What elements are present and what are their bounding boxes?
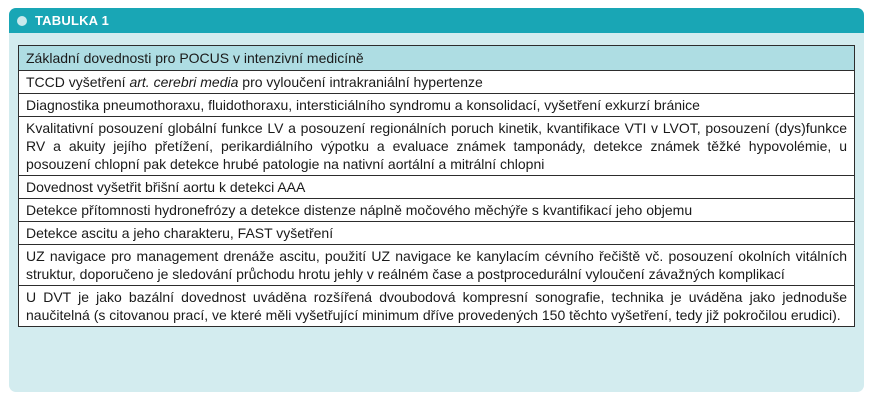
panel-title: TABULKA 1 xyxy=(35,13,110,28)
table-cell: Diagnostika pneumothoraxu, fluidothoraxu, intersticiálního syndromu a konsolidací, vyšetření exkurzí bránice xyxy=(19,94,855,117)
table-cell: Dovednost vyšetřit břišní aortu k detekci AAA xyxy=(19,176,855,199)
row1-text-italic: art. cerebri media xyxy=(129,74,239,90)
table-cell: Detekce ascitu a jeho charakteru, FAST vyšetření xyxy=(19,222,855,245)
row1-text-before: TCCD vyšetření xyxy=(26,74,130,90)
table-cell: Detekce přítomnosti hydronefrózy a detekce distenze náplně močového měchýře s kvantifikací jeho objemu xyxy=(19,199,855,222)
table-panel xyxy=(9,8,864,392)
table-row xyxy=(19,94,855,117)
table-row xyxy=(19,222,855,245)
table-cell: UZ navigace pro management drenáže ascitu, použití UZ navigace ke kanylacím cévního řečiště vč. posouzení okolních vitálních struktur, doporučeno je sledování průchodu hrotu jehly v reálném čase a postprocedurální vyloučení závažných komplikací xyxy=(19,245,855,286)
row1-text-after: pro vyloučení intrakraniální hypertenze xyxy=(238,74,483,90)
panel-header xyxy=(9,8,864,33)
circle-dot-icon xyxy=(17,16,27,26)
table-heading: Základní dovednosti pro POCUS v intenzivní medicíně xyxy=(19,46,855,71)
table-cell: U DVT je jako bazální dovednost uváděna rozšířená dvoubodová kompresní sonografie, technika je uváděna jako jednoduše naučitelná (s citovanou prací, ve které měli vyšetřující minimum dříve provedených 150 těchto vyšetření, tedy již pokročilou erudici). xyxy=(19,286,855,327)
table-row xyxy=(19,117,855,176)
table-row xyxy=(19,176,855,199)
table-heading-row xyxy=(19,46,855,71)
skills-table xyxy=(18,45,855,327)
table-cell: Kvalitativní posouzení globální funkce LV a posouzení regionálních poruch kinetik, kvantifikace VTI v LVOT, posouzení (dys)funkce RV a akuity jejího přetížení, perikardiálního výpotku a evaluace známek tamponády, detekce známek těžké hypovolémie, u posouzení chlopní pak detekce hrubé patologie na nativní aortální a mitrální chlopni xyxy=(19,117,855,176)
table-row xyxy=(19,245,855,286)
table-row xyxy=(19,199,855,222)
table-cell xyxy=(19,71,855,94)
table-row xyxy=(19,71,855,94)
table-row xyxy=(19,286,855,327)
